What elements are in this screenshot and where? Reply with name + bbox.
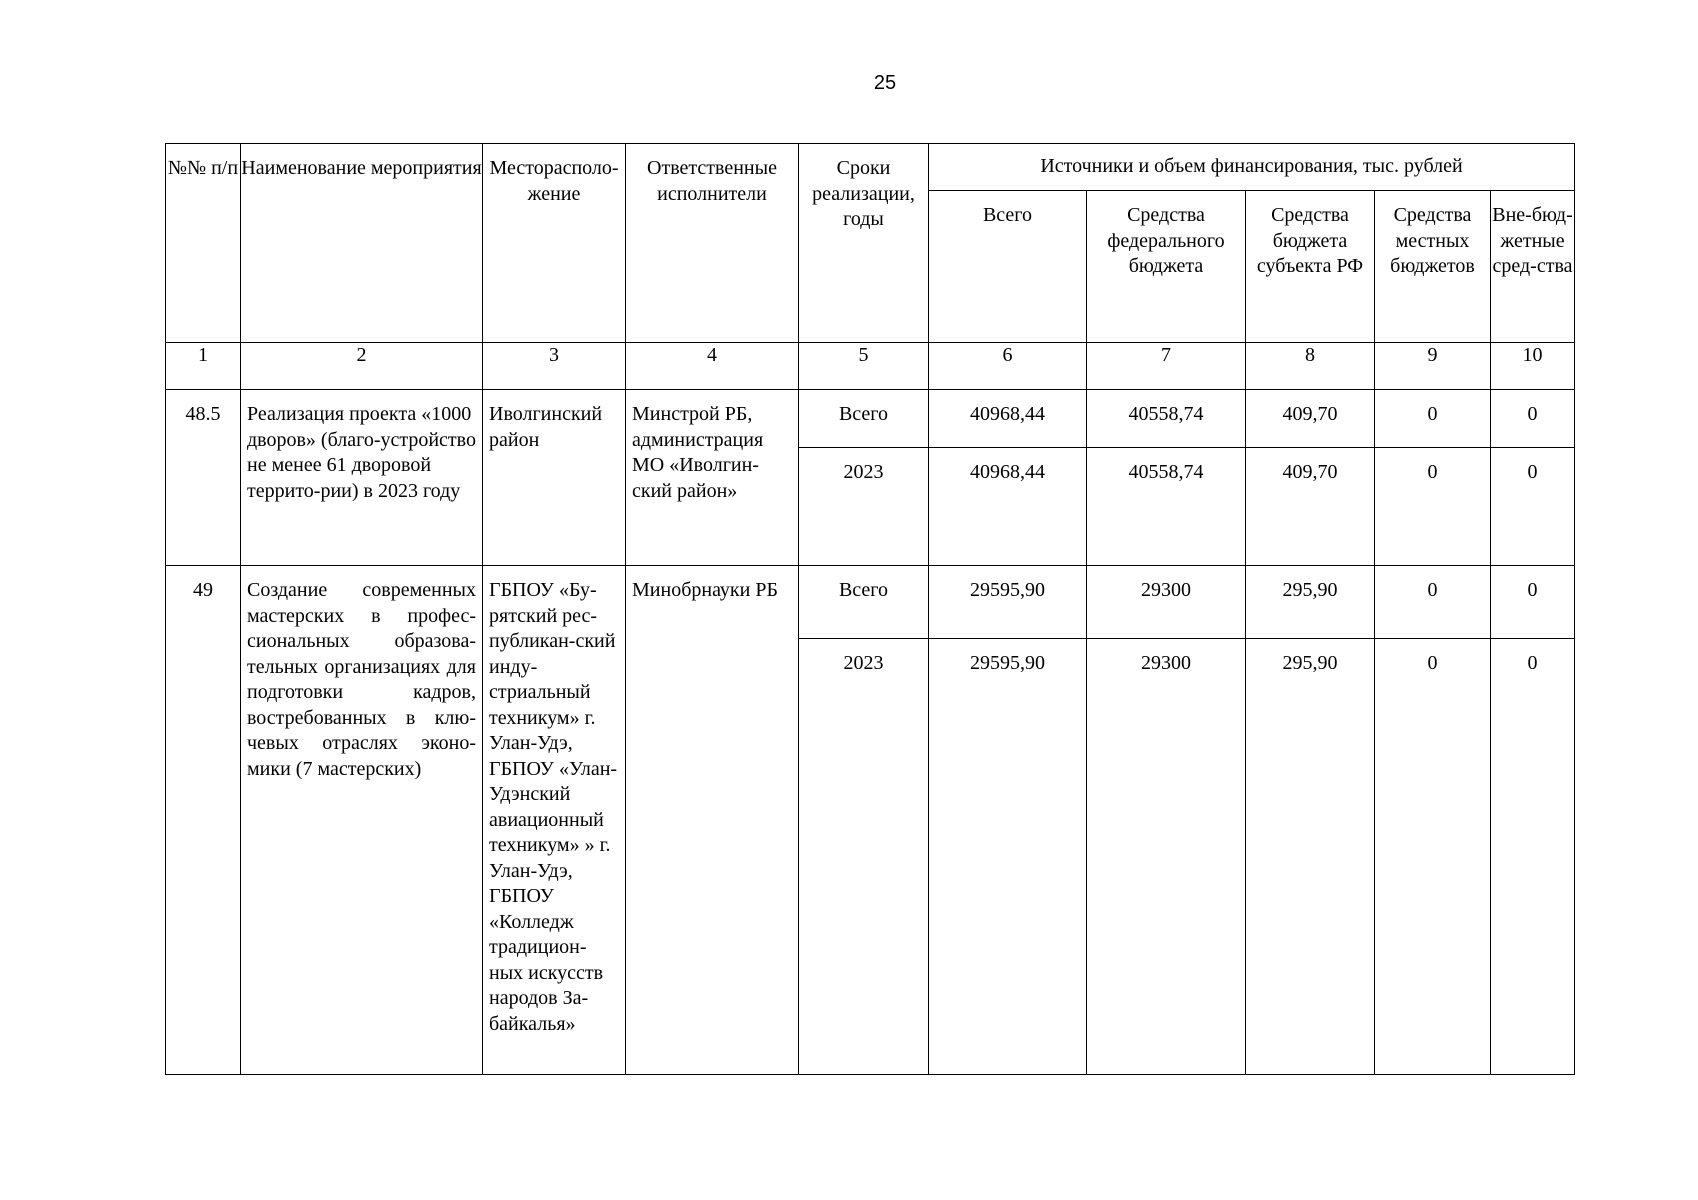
column-numbers-row	[166, 343, 1575, 390]
header-num: №№ п/п	[166, 144, 241, 343]
amount-total: 40968,44	[929, 448, 1087, 566]
amount-local: 0	[1375, 566, 1491, 639]
activity-name: Создание современных мастерских в профес-сиональных образова-тельных организациях для подготовки кадров, востребованных в клю-чевых отраслях эконо-мики (7 мастерских)	[241, 566, 483, 1075]
activity-executors: Минстрой РБ, администрация МО «Иволгин-ский район»	[626, 390, 799, 566]
column-number: 9	[1375, 343, 1491, 390]
amount-total: 40968,44	[929, 390, 1087, 448]
amount-regional: 295,90	[1246, 639, 1375, 1075]
column-number: 3	[483, 343, 626, 390]
activity-location: Иволгинский район	[483, 390, 626, 566]
header-total: Всего	[929, 191, 1087, 343]
amount-regional: 295,90	[1246, 566, 1375, 639]
header-funding-group: Источники и объем финансирования, тыс. рублей	[929, 144, 1575, 191]
amount-regional: 409,70	[1246, 390, 1375, 448]
activity-location: ГБПОУ «Бу-рятский рес-публикан-ский инду-стриальный техникум» г. Улан-Удэ, ГБПОУ «Улан-Удэнский авиационный техникум» » г. Улан-Удэ, ГБПОУ «Колледж традицион-ных искусств народов За-байкалья»	[483, 566, 626, 1075]
header-local: Средства местных бюджетов	[1375, 191, 1491, 343]
amount-total: 29595,90	[929, 639, 1087, 1075]
column-number: 2	[241, 343, 483, 390]
amount-extrabudget: 0	[1491, 566, 1575, 639]
column-number: 4	[626, 343, 799, 390]
header-extrabudget: Вне-бюд-жетные сред-ства	[1491, 191, 1575, 343]
period-label: 2023	[799, 639, 929, 1075]
funding-table	[165, 143, 1575, 1075]
period-label: Всего	[799, 566, 929, 639]
table-row	[166, 390, 1575, 448]
amount-federal: 29300	[1087, 566, 1246, 639]
amount-federal: 40558,74	[1087, 390, 1246, 448]
header-periods: Сроки реализации, годы	[799, 144, 929, 343]
page-number: 25	[873, 72, 897, 94]
amount-regional: 409,70	[1246, 448, 1375, 566]
column-number: 7	[1087, 343, 1246, 390]
amount-total: 29595,90	[929, 566, 1087, 639]
amount-federal: 29300	[1087, 639, 1246, 1075]
amount-extrabudget: 0	[1491, 639, 1575, 1075]
amount-local: 0	[1375, 639, 1491, 1075]
column-number: 8	[1246, 343, 1375, 390]
column-number: 1	[166, 343, 241, 390]
period-label: 2023	[799, 448, 929, 566]
amount-extrabudget: 0	[1491, 390, 1575, 448]
column-number: 5	[799, 343, 929, 390]
row-number: 48.5	[166, 390, 241, 566]
amount-extrabudget: 0	[1491, 448, 1575, 566]
period-label: Всего	[799, 390, 929, 448]
header-federal: Средства федерального бюджета	[1087, 191, 1246, 343]
amount-local: 0	[1375, 448, 1491, 566]
amount-federal: 40558,74	[1087, 448, 1246, 566]
activity-executors: Минобрнауки РБ	[626, 566, 799, 1075]
header-name: Наименование мероприятия	[241, 144, 483, 343]
row-number: 49	[166, 566, 241, 1075]
amount-local: 0	[1375, 390, 1491, 448]
column-number: 10	[1491, 343, 1575, 390]
header-executors: Ответственные исполнители	[626, 144, 799, 343]
header-location: Месторасполо-жение	[483, 144, 626, 343]
column-number: 6	[929, 343, 1087, 390]
table-row	[166, 566, 1575, 639]
activity-name: Реализация проекта «1000 дворов» (благо-устройство не менее 61 дворовой террито-рии) в 2023 году	[241, 390, 483, 566]
header-regional: Средства бюджета субъекта РФ	[1246, 191, 1375, 343]
